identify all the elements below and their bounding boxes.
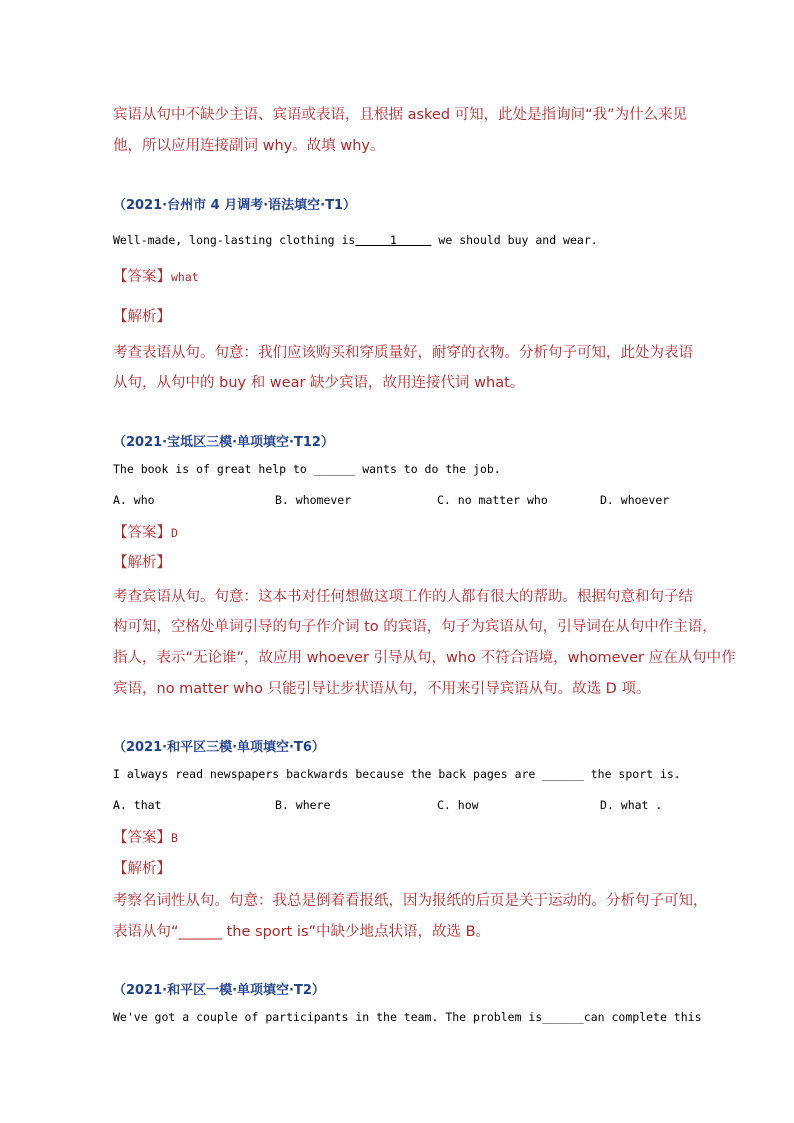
answer-value: D bbox=[171, 526, 178, 540]
analysis-label: 【解析】 bbox=[113, 861, 171, 877]
analysis-text: 构可知，空格处单词引导的句子作介词 to 的宾语，句子为宾语从句，引导词在从句中作主语， bbox=[113, 619, 717, 635]
answer-row bbox=[113, 521, 178, 542]
question-heading: （2021·台州市 4 月调考·语法填空·T1） bbox=[113, 198, 357, 213]
analysis-label: 【解析】 bbox=[113, 555, 171, 571]
analysis-text: 考查表语从句。句意：我们应该购买和穿质量好，耐穿的衣物。分析句子可知，此处为表语 bbox=[113, 345, 693, 361]
question-heading: （2021·和平区三模·单项填空·T6） bbox=[113, 740, 325, 755]
option-a: A. who bbox=[113, 493, 155, 507]
analysis-text: 从句，从句中的 buy 和 wear 缺少宾语，故用连接代词 what。 bbox=[113, 375, 525, 391]
option-c: C. how bbox=[437, 798, 479, 812]
question-heading: （2021·宝坻区三模·单项填空·T12） bbox=[113, 435, 334, 450]
answer-row bbox=[113, 826, 178, 847]
option-b: B. where bbox=[275, 798, 331, 812]
question-sentence bbox=[113, 233, 598, 247]
answer-label: 【答案】 bbox=[113, 830, 171, 846]
answer-row bbox=[113, 265, 199, 286]
answer-value: B bbox=[171, 831, 178, 845]
option-c: C. no matter who bbox=[437, 493, 548, 507]
option-a: A. that bbox=[113, 798, 162, 812]
question-sentence: I always read newspapers backwards because the back pages are ______ the sport is. bbox=[113, 767, 681, 781]
analysis-text: 他，所以应用连接副词 why。故填 why。 bbox=[113, 138, 385, 154]
answer-value: what bbox=[171, 270, 199, 284]
analysis-label: 【解析】 bbox=[113, 309, 171, 325]
analysis-text: 宾语从句中不缺少主语、宾语或表语，且根据 asked 可知，此处是指询问“我”为什么来见 bbox=[113, 107, 688, 123]
analysis-text: 表语从句“______ the sport is”中缺少地点状语，故选 B。 bbox=[113, 924, 491, 940]
option-b: B. whomever bbox=[275, 493, 352, 507]
sentence-text: we should buy and wear. bbox=[431, 233, 598, 247]
option-d: D. what . bbox=[600, 798, 663, 812]
answer-blank: 1 bbox=[355, 233, 432, 247]
question-sentence: We've got a couple of participants in the team. The problem is______can complete this bbox=[113, 1010, 702, 1024]
answer-label: 【答案】 bbox=[113, 525, 171, 541]
analysis-text: 考察名词性从句。句意：我总是倒着看报纸，因为报纸的后页是关于运动的。分析句子可知， bbox=[113, 893, 708, 909]
sentence-text: Well-made, long-lasting clothing is bbox=[113, 233, 356, 247]
answer-label: 【答案】 bbox=[113, 269, 171, 285]
question-sentence: The book is of great help to ______ wants to do the job. bbox=[113, 462, 501, 476]
analysis-text: 宾语，no matter who 只能引导让步状语从句，不用来引导宾语从句。故选 D 项。 bbox=[113, 681, 651, 697]
analysis-text: 指人，表示“无论谁”，故应用 whoever 引导从句，who 不符合语境，whomever 应在从句中作 bbox=[113, 650, 736, 666]
analysis-text: 考查宾语从句。句意：这本书对任何想做这项工作的人都有很大的帮助。根据句意和句子结 bbox=[113, 589, 693, 605]
option-d: D. whoever bbox=[600, 493, 670, 507]
question-heading: （2021·和平区一模·单项填空·T2） bbox=[113, 983, 325, 998]
